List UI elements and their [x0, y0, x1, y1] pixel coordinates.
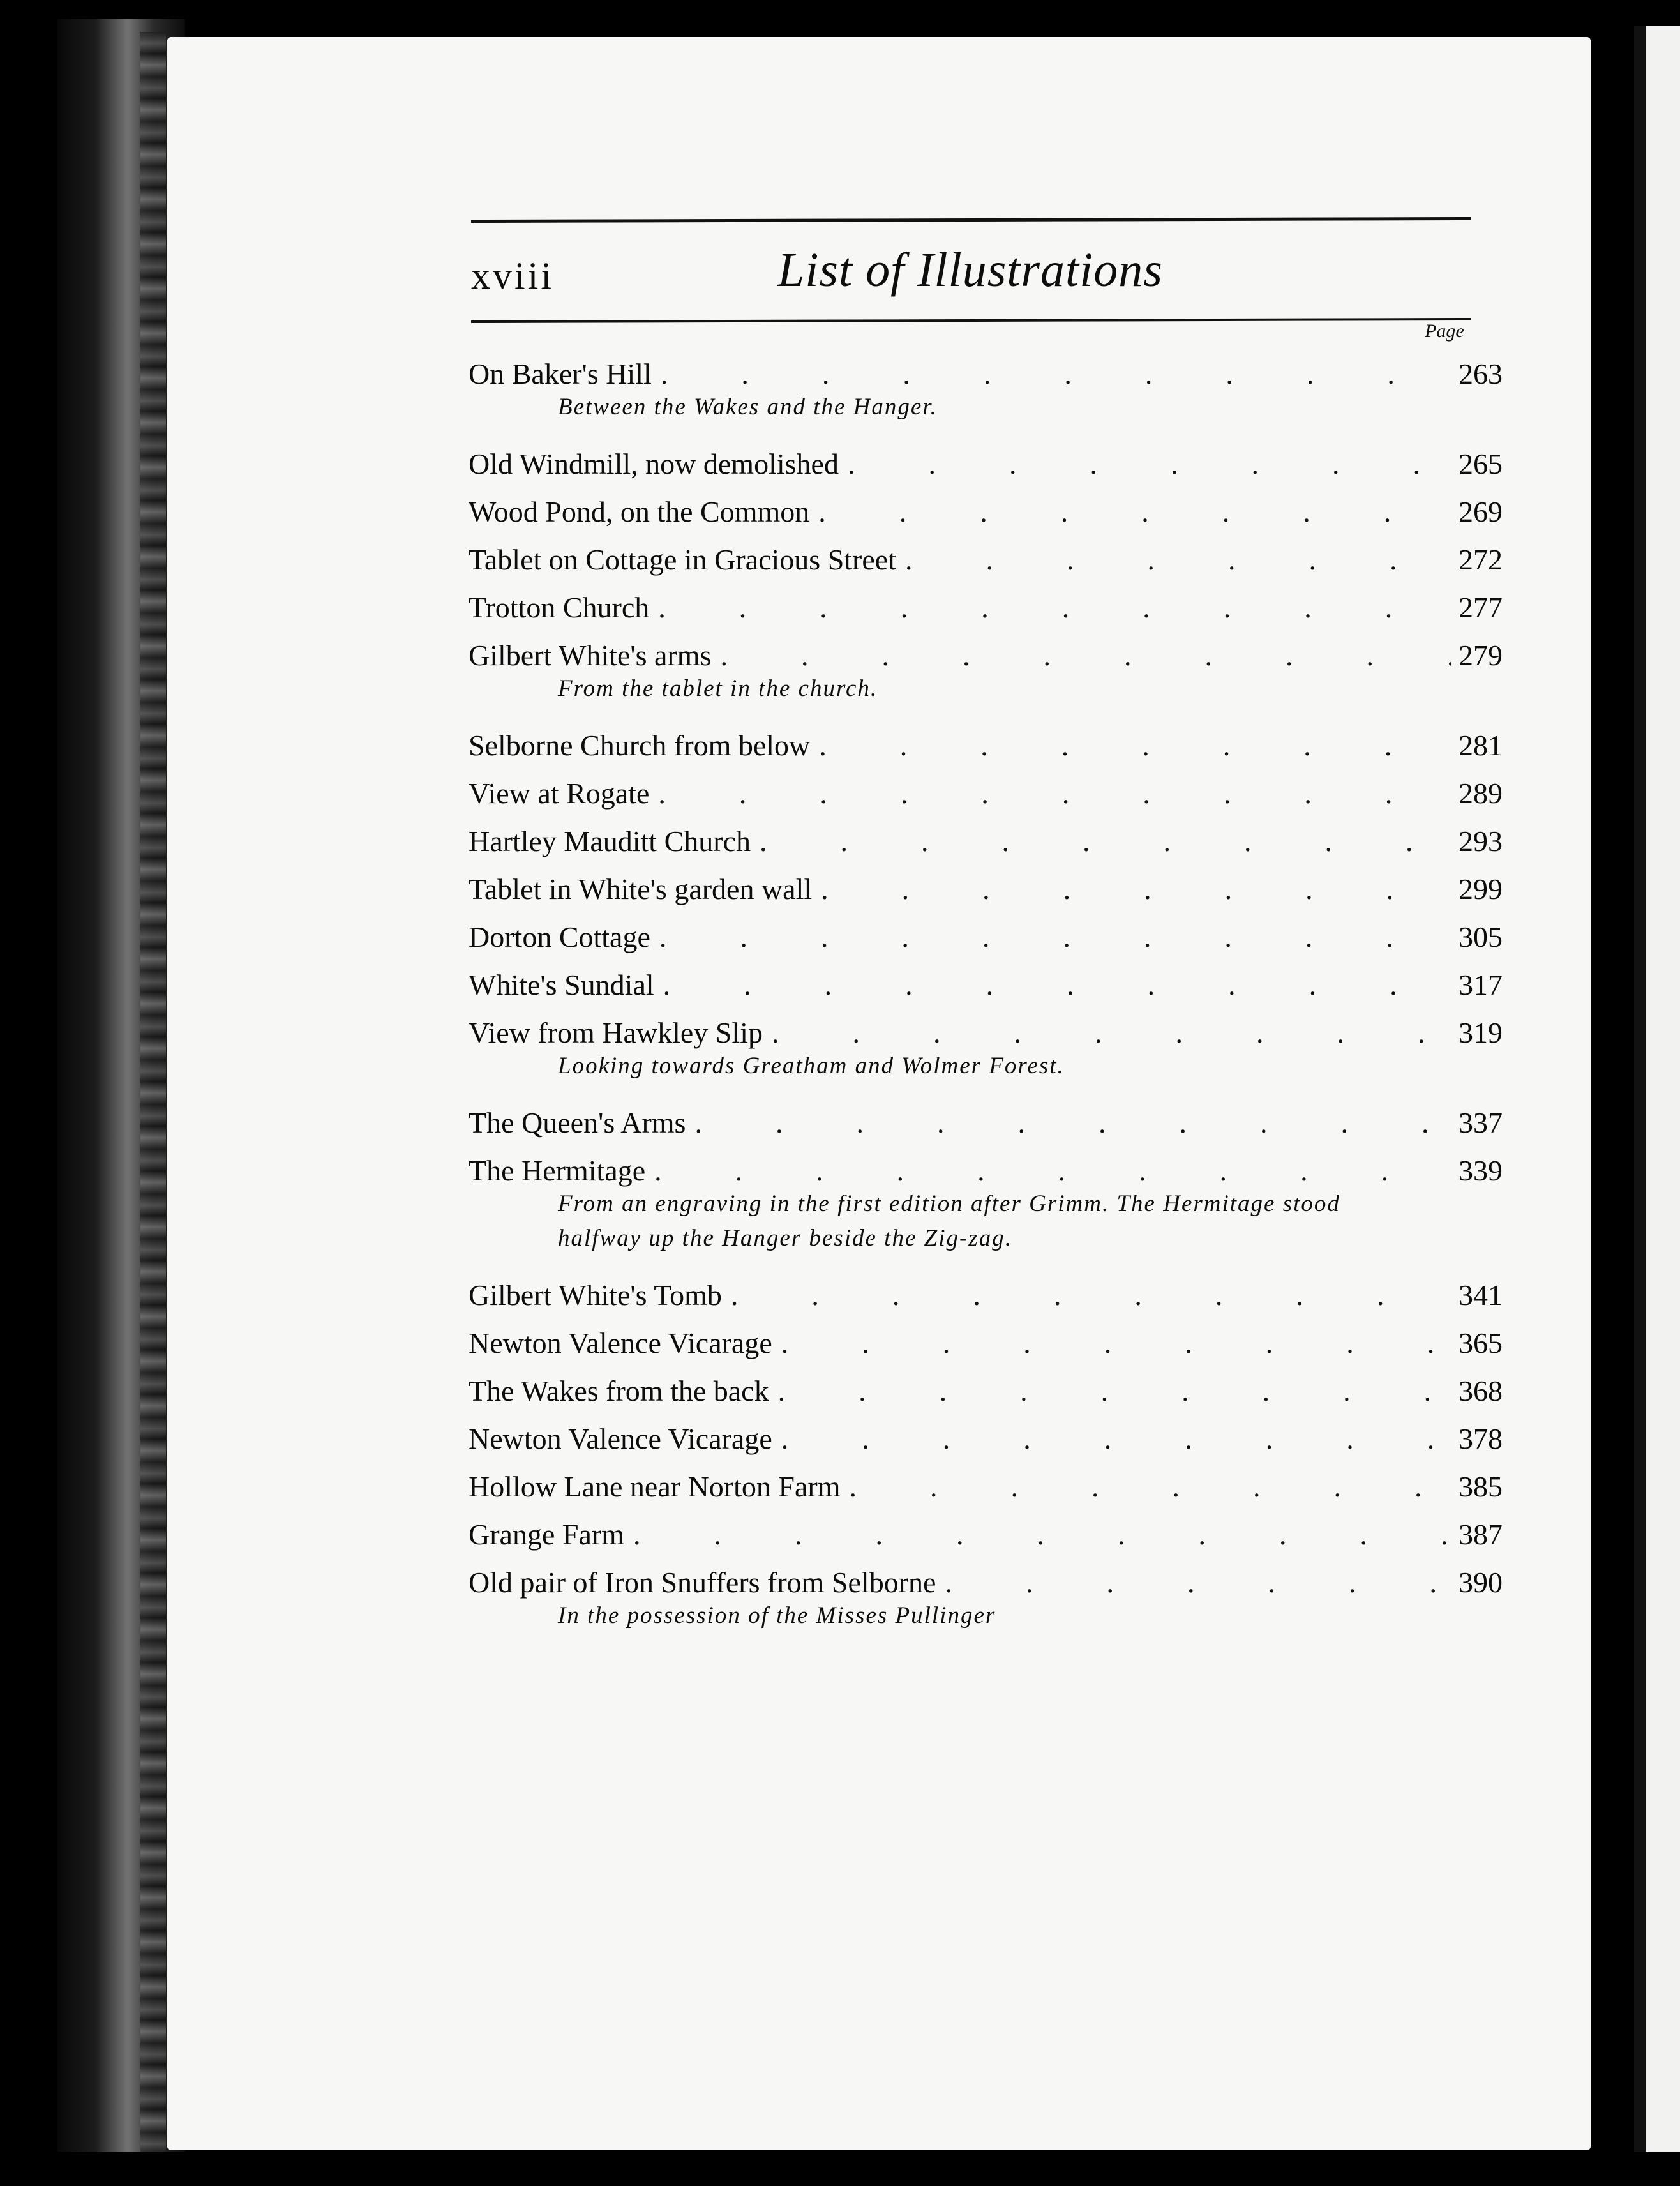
list-item	[469, 1367, 1503, 1415]
entry-title: On Baker's Hill	[469, 358, 652, 390]
list-item	[469, 961, 1503, 1009]
entry-line	[469, 1099, 1503, 1147]
entry-title: Gilbert White's Tomb	[469, 1279, 722, 1311]
entry-line	[469, 1319, 1503, 1367]
dot-leader	[848, 440, 1451, 488]
entry-page-number: 305	[1459, 921, 1503, 953]
list-item	[469, 631, 1503, 706]
entry-line	[469, 1271, 1503, 1319]
entry-page-number: 378	[1459, 1422, 1503, 1455]
entry-page-number: 341	[1459, 1279, 1503, 1311]
dot-leader	[818, 488, 1451, 536]
entry-title: Newton Valence Vicarage	[469, 1422, 772, 1455]
entry-title: Selborne Church from below	[469, 729, 811, 762]
dot-leader	[905, 536, 1451, 584]
dot-leader	[819, 721, 1451, 769]
list-item	[469, 536, 1503, 584]
list-item	[469, 865, 1503, 913]
dot-leader	[778, 1367, 1451, 1415]
entry-line	[469, 1463, 1503, 1511]
entry-page-number: 365	[1459, 1327, 1503, 1359]
list-item	[469, 1415, 1503, 1463]
entry-page-number: 279	[1459, 639, 1503, 672]
entry-page-number: 263	[1459, 358, 1503, 390]
dot-leader	[658, 584, 1451, 631]
entry-title: Tablet in White's garden wall	[469, 873, 813, 905]
entry-title: Grange Farm	[469, 1518, 624, 1551]
entry-title: Hollow Lane near Norton Farm	[469, 1470, 841, 1503]
entry-line	[469, 1511, 1503, 1558]
entry-page-number: 281	[1459, 729, 1503, 762]
ragged-page-edge	[140, 32, 166, 2152]
entry-title: Gilbert White's arms	[469, 639, 712, 672]
page-title: List of Illustrations	[777, 243, 1163, 297]
entry-page-number: 272	[1459, 543, 1503, 576]
dot-leader	[633, 1511, 1451, 1558]
entry-page-number: 385	[1459, 1470, 1503, 1503]
list-item	[469, 1147, 1503, 1256]
dot-leader	[694, 1099, 1451, 1147]
dot-leader	[731, 1271, 1451, 1319]
dot-leader	[663, 961, 1451, 1009]
entry-line	[469, 913, 1503, 961]
list-item	[469, 1271, 1503, 1319]
list-item	[469, 584, 1503, 631]
dot-leader	[760, 817, 1451, 865]
entry-page-number: 339	[1459, 1154, 1503, 1187]
list-item	[469, 350, 1503, 425]
entry-page-number: 390	[1459, 1566, 1503, 1599]
entry-caption: In the possession of the Misses Pullinger	[558, 1602, 996, 1629]
entry-page-number: 265	[1459, 448, 1503, 480]
entry-title: The Queen's Arms	[469, 1106, 686, 1139]
list-item	[469, 488, 1503, 536]
entry-page-number: 299	[1459, 873, 1503, 905]
dot-leader	[658, 769, 1451, 817]
entry-page-number: 319	[1459, 1016, 1503, 1049]
list-item	[469, 1463, 1503, 1511]
entry-title: Old pair of Iron Snuffers from Selborne	[469, 1566, 936, 1599]
entry-title: Hartley Mauditt Church	[469, 825, 751, 857]
entry-title: Old Windmill, now demolished	[469, 448, 839, 480]
list-item	[469, 817, 1503, 865]
entry-title: Wood Pond, on the Common	[469, 495, 810, 528]
entry-line	[469, 721, 1503, 769]
entry-title: View from Hawkley Slip	[469, 1016, 763, 1049]
entry-title: Tablet on Cottage in Gracious Street	[469, 543, 896, 576]
list-item	[469, 769, 1503, 817]
book-binding-shadow	[57, 19, 185, 2152]
list-item	[469, 1009, 1503, 1083]
entry-title: Dorton Cottage	[469, 921, 650, 953]
entry-caption: Between the Wakes and the Hanger.	[558, 394, 938, 420]
list-item	[469, 1099, 1503, 1147]
entry-line	[469, 769, 1503, 817]
entry-title: White's Sundial	[469, 969, 654, 1001]
entry-line	[469, 488, 1503, 536]
entry-line	[469, 865, 1503, 913]
list-item	[469, 1511, 1503, 1558]
entry-title: The Hermitage	[469, 1154, 646, 1187]
entry-line	[469, 817, 1503, 865]
facing-page-edge	[1634, 26, 1680, 2152]
list-item	[469, 1319, 1503, 1367]
running-head	[471, 237, 1471, 308]
entry-page-number: 317	[1459, 969, 1503, 1001]
entry-title: The Wakes from the back	[469, 1375, 769, 1407]
entry-line	[469, 1415, 1503, 1463]
entry-line	[469, 1367, 1503, 1415]
entry-page-number: 337	[1459, 1106, 1503, 1139]
entry-page-number: 289	[1459, 777, 1503, 810]
entry-caption: From an engraving in the first edition after Grimm. The Hermitage stood halfway up the Hanger beside the Zig-zag.	[558, 1191, 1340, 1251]
list-item	[469, 440, 1503, 488]
illustrations-list	[469, 350, 1503, 1648]
entry-title: View at Rogate	[469, 777, 650, 810]
entry-line	[469, 440, 1503, 488]
entry-line	[469, 536, 1503, 584]
dot-leader	[945, 1558, 1451, 1606]
dot-leader	[850, 1463, 1451, 1511]
entry-page-number: 269	[1459, 495, 1503, 528]
entry-page-number: 387	[1459, 1518, 1503, 1551]
entry-caption: Looking towards Greatham and Wolmer Forest.	[558, 1053, 1065, 1079]
list-item	[469, 1558, 1503, 1633]
entry-line	[469, 961, 1503, 1009]
entry-page-number: 277	[1459, 591, 1503, 624]
list-item	[469, 913, 1503, 961]
dot-leader	[821, 865, 1451, 913]
dot-leader	[659, 913, 1451, 961]
entry-caption: From the tablet in the church.	[558, 675, 878, 702]
page-folio: xviii	[471, 255, 555, 297]
entry-title: Newton Valence Vicarage	[469, 1327, 772, 1359]
entry-page-number: 293	[1459, 825, 1503, 857]
entry-page-number: 368	[1459, 1375, 1503, 1407]
entry-title: Trotton Church	[469, 591, 650, 624]
entry-line	[469, 584, 1503, 631]
page-column-label: Page	[1425, 320, 1464, 342]
list-item	[469, 721, 1503, 769]
dot-leader	[781, 1415, 1451, 1463]
dot-leader	[781, 1319, 1451, 1367]
